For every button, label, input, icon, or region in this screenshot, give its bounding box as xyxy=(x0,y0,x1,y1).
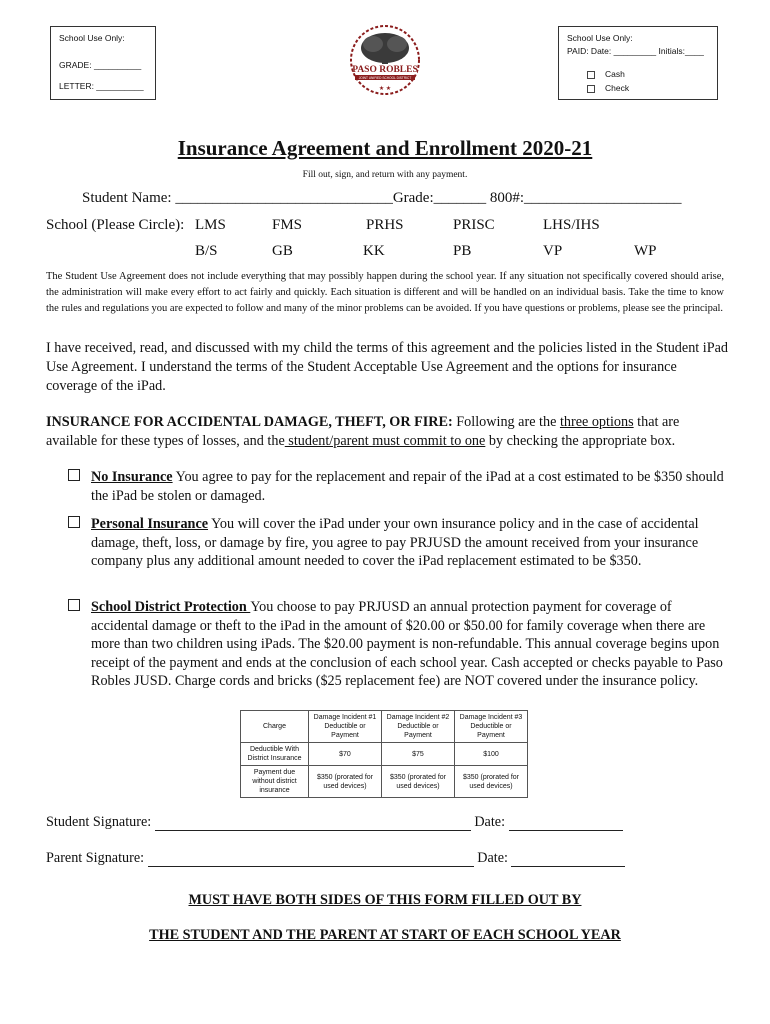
school-use-box-left xyxy=(50,26,156,100)
subtitle: Fill out, sign, and return with any payment. xyxy=(302,170,468,180)
table-header: Damage Incident #2 Deductible or Payment xyxy=(381,711,454,743)
option-label: School District Protection xyxy=(91,599,251,615)
date-label: Date: xyxy=(474,814,506,830)
student-date-field[interactable] xyxy=(509,816,623,831)
footer-line-1: MUST HAVE BOTH SIDES OF THIS FORM FILLED OUT BY xyxy=(188,892,582,908)
deductible-table xyxy=(240,710,528,798)
parent-date-field[interactable] xyxy=(511,852,625,867)
option-label: No Insurance xyxy=(91,469,173,485)
district-logo xyxy=(345,22,425,102)
school-use-title: School Use Only: xyxy=(567,33,633,43)
table-header: Damage Incident #1 Deductible or Payment xyxy=(308,711,381,743)
intro-paragraph: The Student Use Agreement does not include everything that may possibly happen during the school year. If any situation not specifically covered should arise, the administration will make every effort to act fairly and quickly. Each situation is different and will be handled on an individual basis. Take the time to know the rules and regulations you are expected to follow and many of the minor problems can be avoided. If you have questions or problems, please see the principal. xyxy=(46,271,724,314)
parent-signature-field[interactable] xyxy=(148,852,474,867)
option-checkbox[interactable] xyxy=(68,469,80,481)
school-option[interactable]: GB xyxy=(272,243,293,259)
school-use-title: School Use Only: xyxy=(59,33,125,43)
school-option[interactable]: FMS xyxy=(272,217,303,233)
student-name-line[interactable]: Student Name: _____________________________Grade:_______ 800#:_____________________ xyxy=(82,190,682,206)
cash-checkbox[interactable] xyxy=(587,71,595,79)
table-cell: Deductible With District Insurance xyxy=(241,743,309,766)
school-option[interactable]: PRISC xyxy=(453,217,495,233)
insurance-paragraph: INSURANCE FOR ACCIDENTAL DAMAGE, THEFT, OR FIRE: Following are the three options that are available for these types of losses, and the student/parent must commit to one by checking the appropriate box. xyxy=(46,414,680,449)
parent-signature-label: Parent Signature: xyxy=(46,850,145,866)
option-checkbox[interactable] xyxy=(68,599,80,611)
three-options-text: three options xyxy=(559,414,634,430)
school-option[interactable]: KK xyxy=(363,243,385,259)
page-title: Insurance Agreement and Enrollment 2020-21 xyxy=(177,136,593,160)
student-signature-field[interactable] xyxy=(155,816,471,831)
student-signature-row xyxy=(46,814,623,831)
check-option[interactable]: Check xyxy=(587,83,629,93)
school-use-box-right xyxy=(558,26,718,100)
table-cell: $350 (prorated for used devices) xyxy=(308,766,381,798)
option-checkbox[interactable] xyxy=(68,516,80,528)
school-option[interactable]: VP xyxy=(543,243,563,259)
school-label: School (Please Circle): xyxy=(46,217,185,233)
school-option[interactable]: B/S xyxy=(195,243,218,259)
table-cell: $350 (prorated for used devices) xyxy=(454,766,527,798)
table-header: Damage Incident #3 Deductible or Payment xyxy=(454,711,527,743)
parent-signature-row xyxy=(46,850,625,867)
table-cell: $75 xyxy=(381,743,454,766)
option-school-district-protection[interactable]: School District Protection You choose to pay PRJUSD an annual protection payment for coverage of accidental damage or theft to the iPad in the amount of $20.00 or $50.00 for family coverage when there are more than two children using iPads. The $20.00 payment is non-refundable. This annual coverage begins upon receipt of the payment and ends at the conclusion of each school year. Cash accepted or checks payable to Paso Robles JUSD. Charge cords and bricks ($25 replacement fee) are NOT covered under the insurance policy. xyxy=(68,598,730,691)
table-cell: $100 xyxy=(454,743,527,766)
svg-text:★ ★: ★ ★ xyxy=(378,86,392,92)
grade-field[interactable]: GRADE: __________ xyxy=(59,60,142,70)
table-cell: Payment due without district insurance xyxy=(241,766,309,798)
table-row xyxy=(241,766,528,798)
table-cell: $350 (prorated for used devices) xyxy=(381,766,454,798)
school-option[interactable]: PB xyxy=(453,243,472,259)
letter-field[interactable]: LETTER: __________ xyxy=(59,81,144,91)
paid-field[interactable]: PAID: Date: _________ Initials:____ xyxy=(567,46,704,56)
table-cell: $70 xyxy=(308,743,381,766)
option-label: Personal Insurance xyxy=(91,516,209,532)
school-option[interactable]: PRHS xyxy=(366,217,404,233)
student-signature-label: Student Signature: xyxy=(46,814,152,830)
insurance-heading: INSURANCE FOR ACCIDENTAL DAMAGE, THEFT, OR FIRE: xyxy=(46,414,453,430)
logo-subtext: JOINT UNIFIED SCHOOL DISTRICT xyxy=(358,76,412,81)
school-option[interactable]: WP xyxy=(634,243,657,259)
date-label: Date: xyxy=(477,850,508,866)
table-header-row xyxy=(241,711,528,743)
school-option[interactable]: LHS/IHS xyxy=(543,217,600,233)
footer-line-2: THE STUDENT AND THE PARENT AT START OF EACH SCHOOL YEAR xyxy=(149,927,621,943)
logo-text: PASO ROBLES xyxy=(352,65,418,75)
option-personal-insurance[interactable]: Personal Insurance You will cover the iPad under your own insurance policy and in the case of accidental damage, theft, loss, or damage by fire, you agree to pay PRJUSD the amount received from your insurance company plus any additional amount needed to cover the iPad replacement estimated to be $350. xyxy=(68,515,730,571)
acknowledgement-paragraph: I have received, read, and discussed with my child the terms of this agreement and the policies listed in the Student iPad Use Agreement. I understand the terms of the Student Acceptable Use Agreement and the options for insurance coverage of the iPad. xyxy=(46,340,728,394)
table-row xyxy=(241,743,528,766)
table-header: Charge xyxy=(241,711,309,743)
check-checkbox[interactable] xyxy=(587,85,595,93)
option-no-insurance[interactable]: No Insurance You agree to pay for the replacement and repair of the iPad at a cost estimated to be $350 should the iPad be stolen or damaged. xyxy=(68,468,730,505)
cash-option[interactable]: Cash xyxy=(587,69,625,79)
commit-text: student/parent must commit to one xyxy=(284,433,486,449)
school-option[interactable]: LMS xyxy=(195,217,226,233)
